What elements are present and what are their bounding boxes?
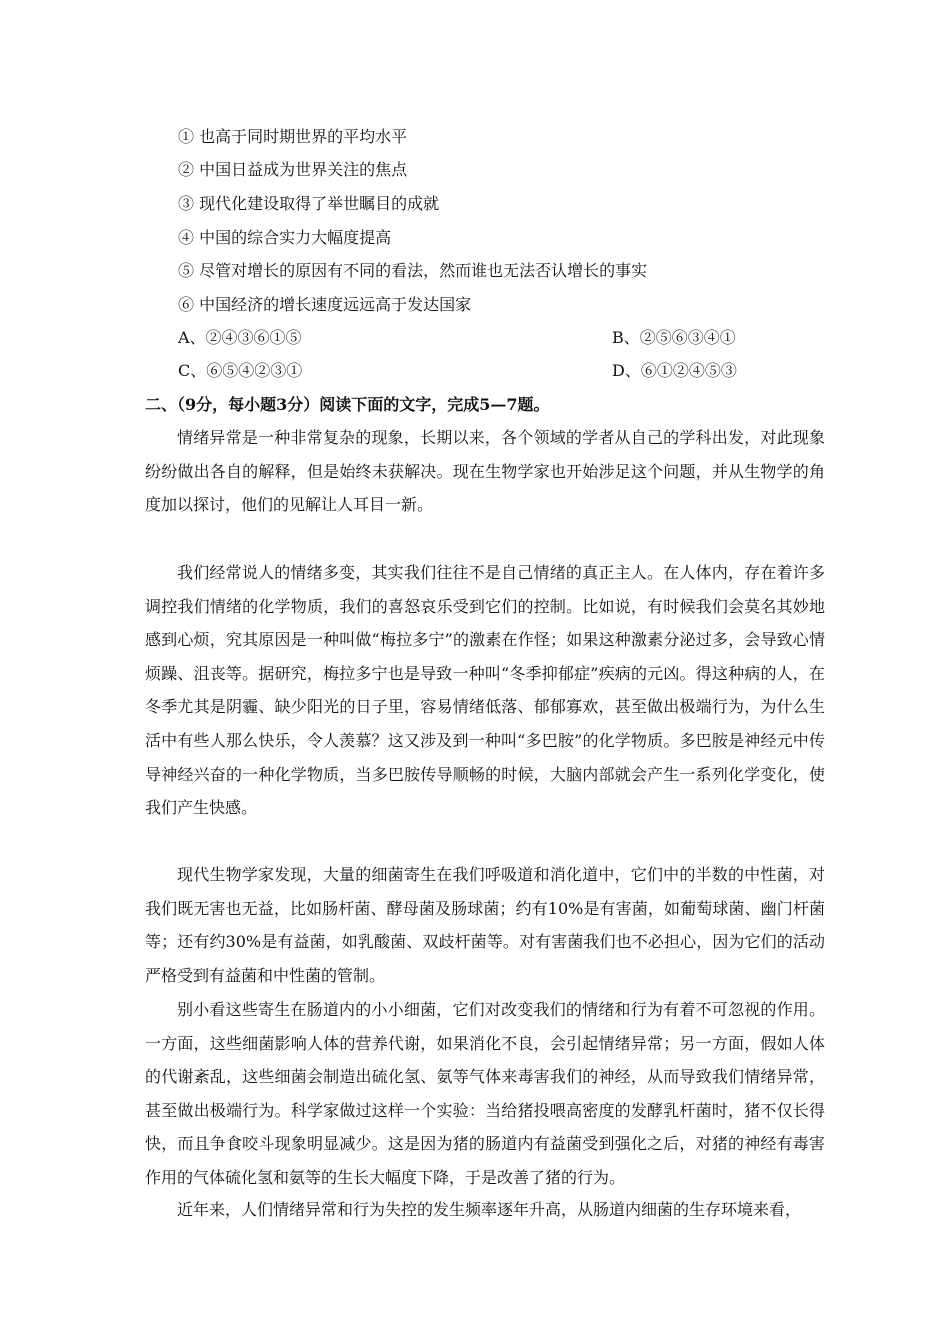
paragraph: 近年来，人们情绪异常和行为失控的发生频率逐年升高，从肠道内细菌的生存环境来看， xyxy=(177,1200,802,1219)
option-d: D、⑥①②④⑤③ xyxy=(612,361,737,380)
list-item: ③ 现代化建设取得了举世瞩目的成就 xyxy=(178,194,440,213)
paragraph: 情绪异常是一种非常复杂的现象，长期以来，各个领域的学者从自己的学科出发，对此现象纷纷做出各自的解释，但是始终未获解决。现在生物学家也开始涉足这个问题，并从生物学的角度加以探讨，他们的见解让人耳目一新。 xyxy=(145,428,825,515)
list-item: ① 也高于同时期世界的平均水平 xyxy=(178,127,408,146)
list-item: ④ 中国的综合实力大幅度提高 xyxy=(178,228,392,247)
list-item: ⑥ 中国经济的增长速度远远高于发达国家 xyxy=(178,295,472,314)
option-c: C、⑥⑤④②③① xyxy=(178,361,303,380)
option-a: A、②④③⑥①⑤ xyxy=(178,328,302,347)
paragraph: 我们经常说人的情绪多变，其实我们往往不是自己情绪的真正主人。在人体内，存在着许多调控我们情绪的化学物质，我们的喜怒哀乐受到它们的控制。比如说，有时候我们会莫名其妙地感到心烦，究其原因是一种叫做“梅拉多宁”的激素在作怪；如果这种激素分泌过多，会导致心情烦躁、沮丧等。据研究，梅拉多宁也是导致一种叫“冬季抑郁症”疾病的元凶。得这种病的人，在冬季尤其是阴霾、缺少阳光的日子里，容易情绪低落、郁郁寡欢，甚至做出极端行为，为什么生活中有些人那么快乐，令人羡慕？这又涉及到一种叫“多巴胺”的化学物质。多巴胺是神经元中传导神经兴奋的一种化学物质，当多巴胺传导顺畅的时候，大脑内部就会产生一系列化学变化，使我们产生快感。 xyxy=(145,563,825,818)
list-item: ⑤ 尽管对增长的原因有不同的看法，然而谁也无法否认增长的事实 xyxy=(178,261,648,280)
paragraph: 别小看这些寄生在肠道内的小小细菌，它们对改变我们的情绪和行为有着不可忽视的作用。一方面，这些细菌影响人体的营养代谢，如果消化不良，会引起情绪异常；另一方面，假如人体的代谢紊乱，这些细菌会制造出硫化氢、氨等气体来毒害我们的神经，从而导致我们情绪异常，甚至做出极端行为。科学家做过这样一个实验：当给猪投喂高密度的发酵乳杆菌时，猪不仅长得快，而且争食咬斗现象明显减少。这是因为猪的肠道内有益菌受到强化之后，对猪的神经有毒害作用的气体硫化氢和氨等的生长大幅度下降，于是改善了猪的行为。 xyxy=(145,1000,825,1187)
section-heading: 二、（9分，每小题3分）阅读下面的文字，完成5—7题。 xyxy=(145,395,550,414)
paragraph: 现代生物学家发现，大量的细菌寄生在我们呼吸道和消化道中，它们中的半数的中性菌，对我们既无害也无益，比如肠杆菌、酵母菌及肠球菌；约有10%是有害菌，如葡萄球菌、幽门杆菌等；还有约30%是有益菌，如乳酸菌、双歧杆菌等。对有害菌我们也不必担心，因为它们的活动严格受到有益菌和中性菌的管制。 xyxy=(145,865,825,985)
option-b: B、②⑤⑥③④① xyxy=(612,328,736,347)
list-item: ② 中国日益成为世界关注的焦点 xyxy=(178,160,408,179)
